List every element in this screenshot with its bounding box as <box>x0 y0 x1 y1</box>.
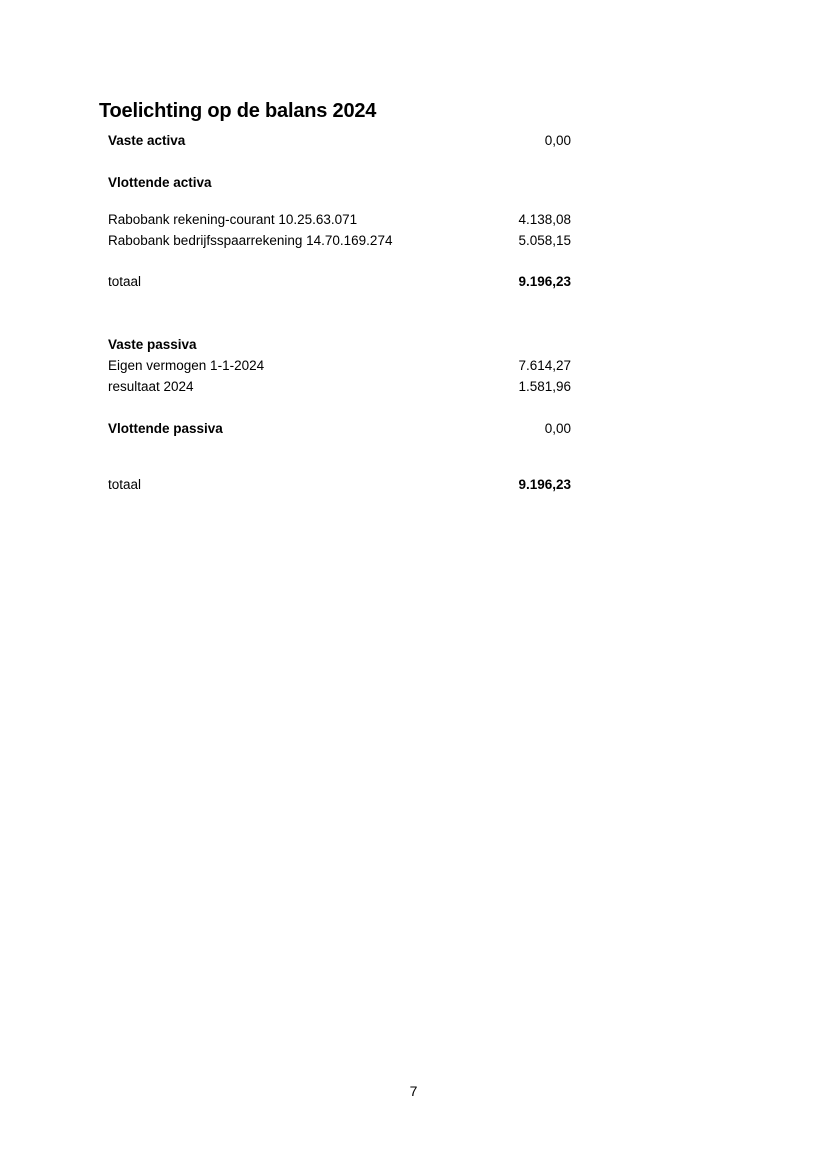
vlottende-activa-heading: Vlottende activa <box>108 175 212 190</box>
passiva-item-amount: 7.614,27 <box>518 358 571 373</box>
account-label: Rabobank rekening-courant 10.25.63.071 <box>108 212 358 227</box>
passiva-totaal-amount: 9.196,23 <box>518 477 571 492</box>
vaste-activa-row <box>108 132 571 150</box>
resultaat-row <box>108 378 571 396</box>
vaste-activa-amount: 0,00 <box>544 133 571 148</box>
passiva-item-label: Eigen vermogen 1-1-2024 <box>108 358 265 373</box>
activa-totaal-label: totaal <box>108 274 142 289</box>
passiva-totaal-label: totaal <box>108 477 142 492</box>
vaste-passiva-heading: Vaste passiva <box>108 337 197 352</box>
vlottende-activa-heading-row <box>108 174 571 192</box>
vaste-activa-label: Vaste activa <box>108 133 186 148</box>
account-label: Rabobank bedrijfsspaarrekening 14.70.169.274 <box>108 233 393 248</box>
vaste-passiva-heading-row <box>108 336 571 354</box>
passiva-item-amount: 1.581,96 <box>518 379 571 394</box>
account-row-courant <box>108 211 571 229</box>
passiva-item-label: resultaat 2024 <box>108 379 194 394</box>
eigen-vermogen-row <box>108 357 571 375</box>
activa-totaal-amount: 9.196,23 <box>518 274 571 289</box>
account-amount: 4.138,08 <box>518 212 571 227</box>
page-title: Toelichting op de balans 2024 <box>99 100 377 122</box>
page-number: 7 <box>409 1083 418 1099</box>
activa-totaal-row <box>108 273 571 291</box>
account-amount: 5.058,15 <box>518 233 571 248</box>
passiva-totaal-row <box>108 476 571 494</box>
vlottende-passiva-amount: 0,00 <box>544 421 571 436</box>
account-row-spaar <box>108 232 571 250</box>
vlottende-passiva-row <box>108 420 571 438</box>
vlottende-passiva-label: Vlottende passiva <box>108 421 223 436</box>
